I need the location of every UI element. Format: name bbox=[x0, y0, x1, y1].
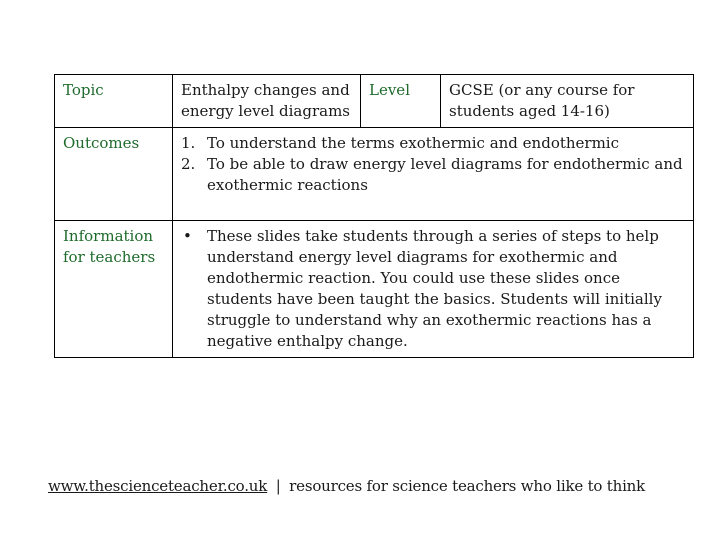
outcomes-row bbox=[55, 128, 694, 221]
outcome-text: To be able to draw energy level diagrams for endothermic and exothermic reactions bbox=[207, 155, 683, 194]
lesson-info-table bbox=[54, 74, 694, 358]
outcomes-cell bbox=[173, 128, 694, 221]
footer-tagline: resources for science teachers who like to think bbox=[289, 477, 646, 495]
outcome-text: To understand the terms exothermic and endothermic bbox=[207, 134, 620, 152]
topic-row bbox=[55, 75, 694, 128]
outcome-item bbox=[181, 133, 685, 154]
outcome-number: 2. bbox=[181, 155, 196, 173]
information-cell bbox=[173, 221, 694, 358]
outcome-number: 1. bbox=[181, 134, 196, 152]
information-item bbox=[181, 226, 685, 352]
website-link[interactable]: www.thescienceteacher.co.uk bbox=[48, 477, 268, 495]
footer-separator: | bbox=[275, 477, 281, 495]
bullet-icon: • bbox=[183, 227, 192, 245]
outcomes-label: Outcomes bbox=[55, 128, 173, 221]
outcome-item bbox=[181, 154, 685, 196]
footer bbox=[48, 477, 645, 495]
level-label: Level bbox=[361, 75, 441, 128]
topic-value: Enthalpy changes and energy level diagrams bbox=[173, 75, 361, 128]
information-list bbox=[181, 226, 685, 352]
information-text: These slides take students through a series of steps to help understand energy level diagrams for exothermic and endothermic reaction. You could use these slides once students have been taught the basics. Students will initially struggle to understand why an exothermic reactions has a negative enthalpy change. bbox=[207, 227, 662, 350]
outcomes-list bbox=[181, 133, 685, 196]
topic-label: Topic bbox=[55, 75, 173, 128]
level-value: GCSE (or any course for students aged 14-16) bbox=[441, 75, 694, 128]
information-row bbox=[55, 221, 694, 358]
information-label: Information for teachers bbox=[55, 221, 173, 358]
